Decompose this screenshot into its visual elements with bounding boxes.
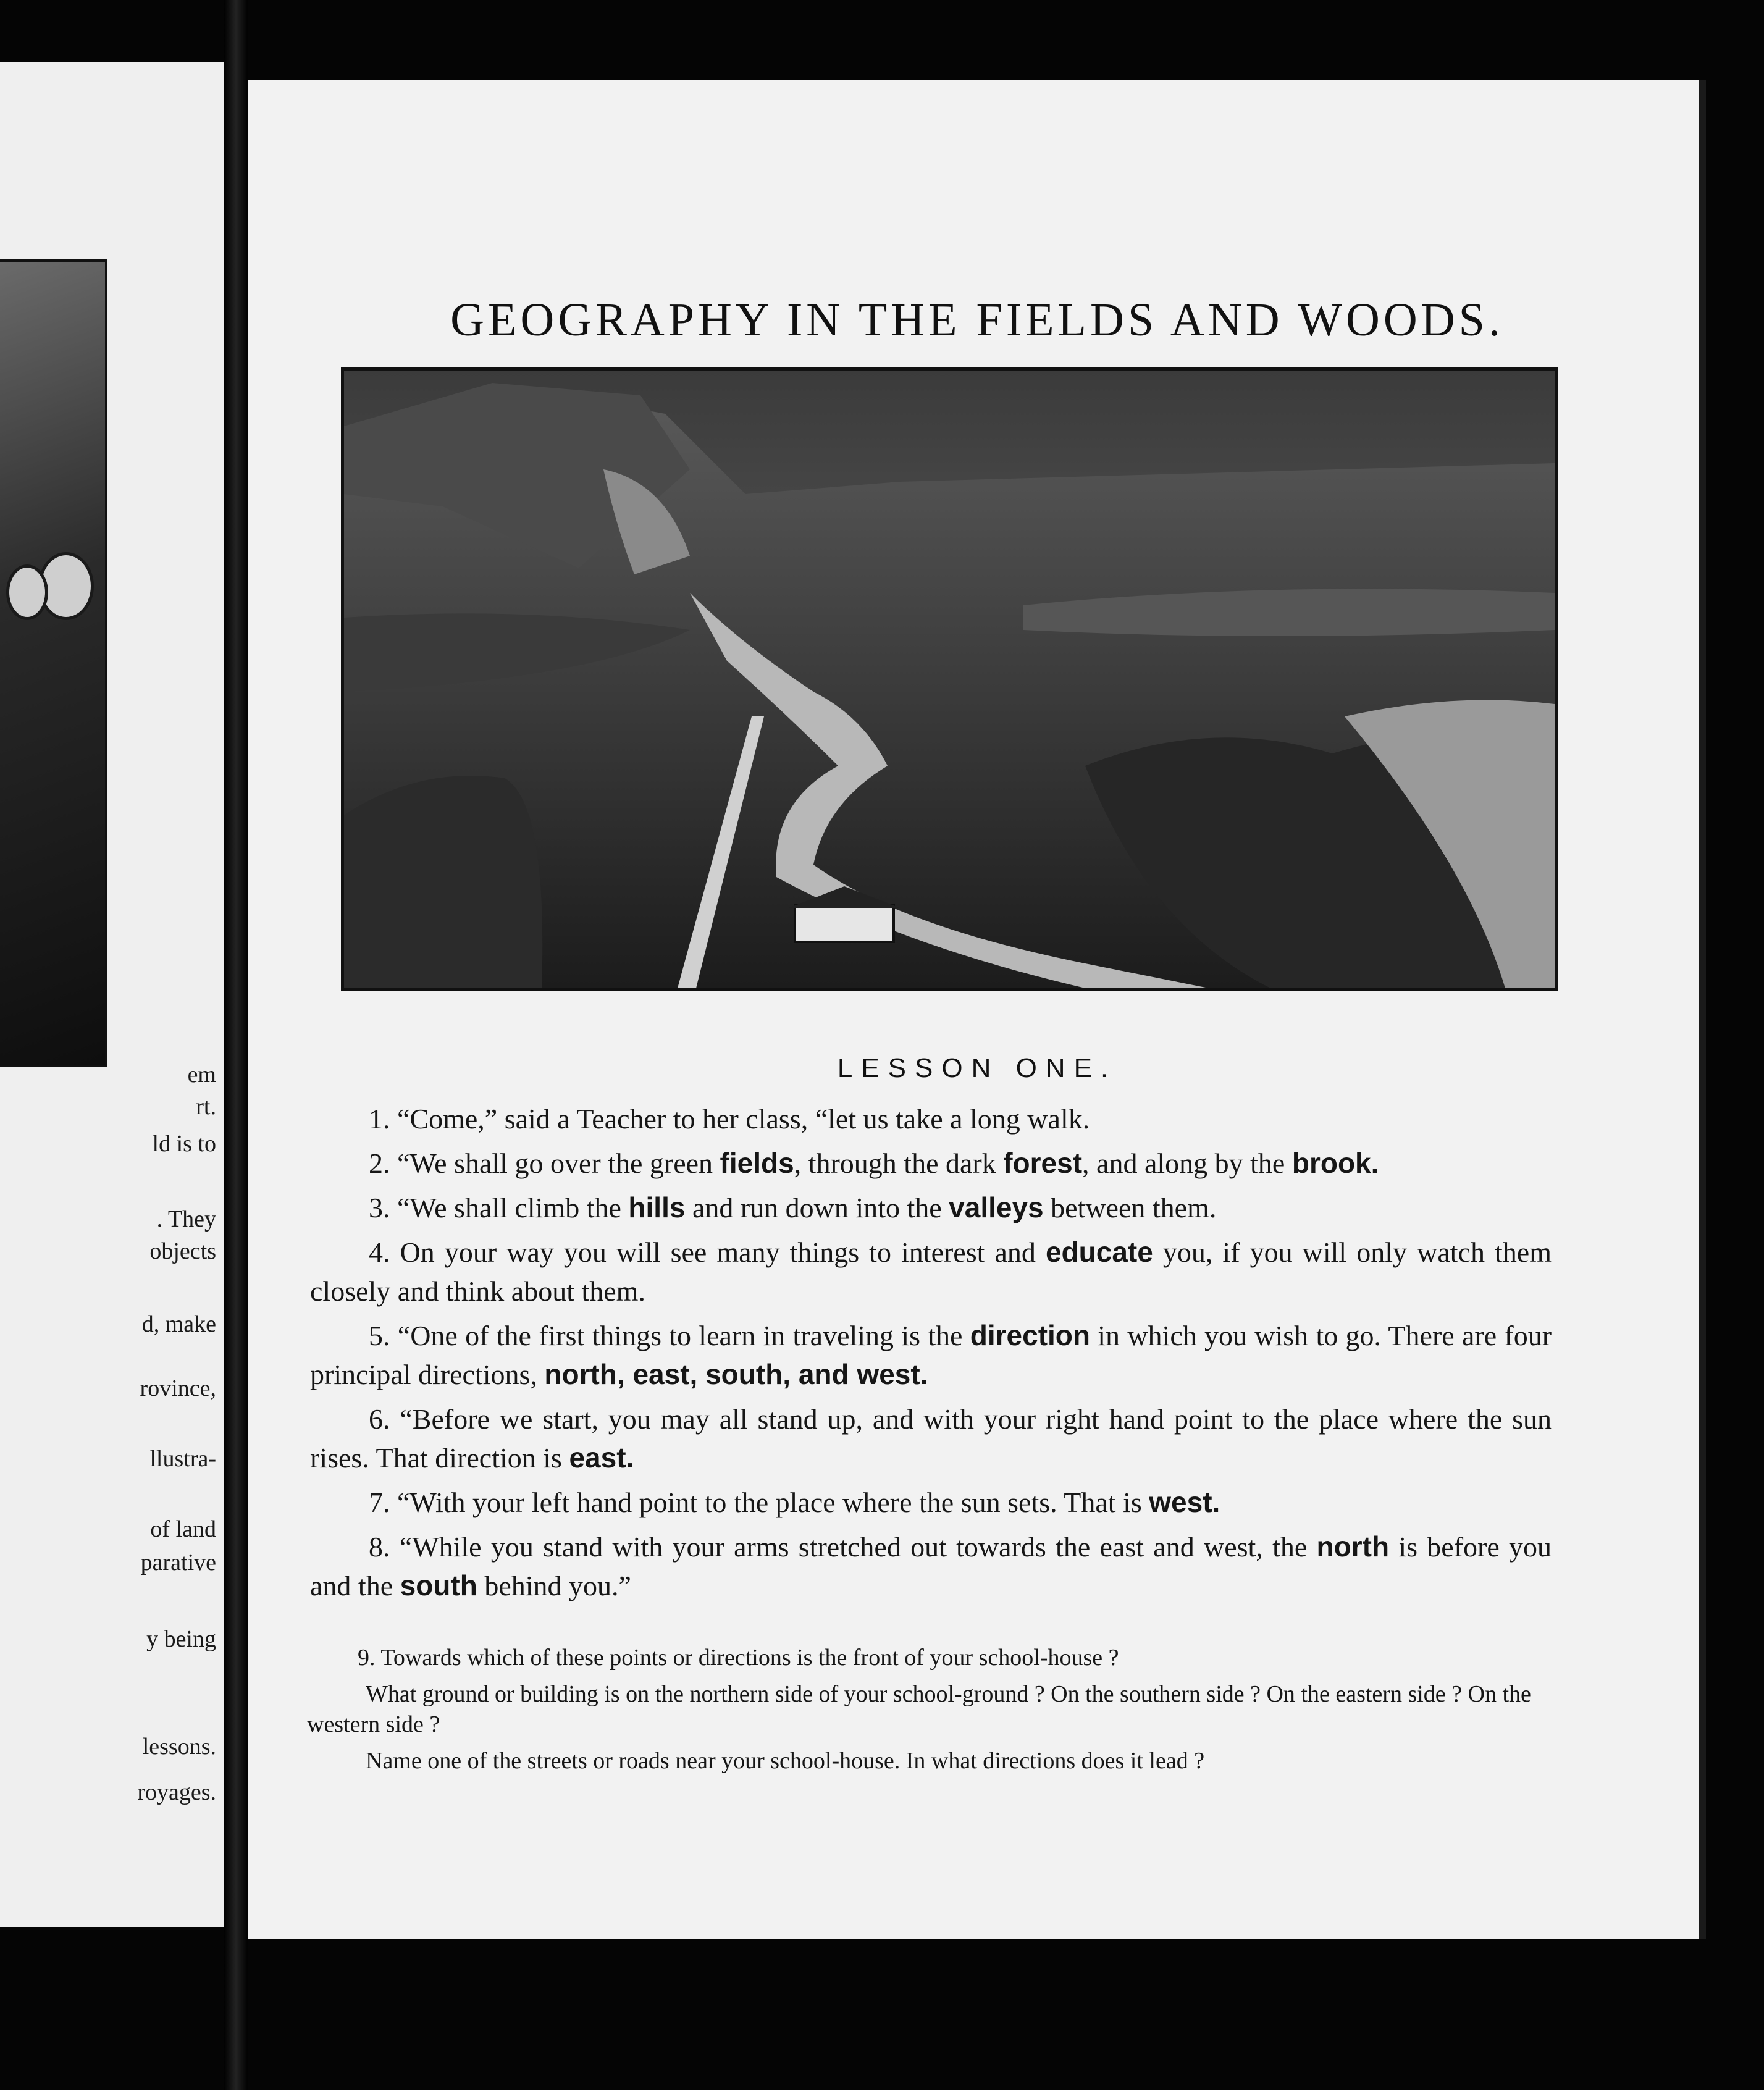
key-term: north [1316,1530,1390,1563]
key-term: educate [1045,1236,1153,1268]
lesson-paragraph [310,1144,1552,1183]
book-gutter [224,0,248,2090]
paragraph-text: “With your left hand point to the place where the sun sets. That is [397,1487,1149,1518]
key-term: east. [569,1442,634,1474]
key-term: valleys [949,1191,1044,1223]
paragraph-number: 6. [369,1403,400,1435]
left-page-text-fragment: rovince, [140,1375,216,1401]
paragraph-text: , through the dark [794,1148,1004,1179]
paragraph-text: you, if you will only watch them closely and think about them. [310,1236,1552,1307]
left-page-text-fragments [0,62,224,1927]
left-page-text-fragment: parative [140,1550,216,1576]
lesson-paragraphs [310,1099,1552,1611]
lesson-paragraph [310,1099,1552,1138]
paragraph-text: “One of the first things to learn in traveling is the [397,1320,970,1351]
paragraph-text: “Before we start, you may all stand up, and with your right hand point to the place where the sun rises. That direction is [310,1403,1552,1474]
key-term: west. [1149,1486,1220,1518]
paragraph-text: “We shall go over the green [397,1148,720,1179]
left-facing-page [0,62,224,1927]
left-page-text-fragment: rt. [196,1094,216,1120]
paragraph-text: On your way you will see many things to interest and [400,1236,1046,1268]
left-page-text-fragment: d, make [141,1311,216,1337]
lesson-paragraph [310,1527,1552,1605]
lesson-paragraph [310,1316,1552,1394]
left-page-text-fragment: llustra- [149,1446,216,1472]
key-term: fields [720,1147,794,1179]
left-page-text-fragment: . They [156,1206,216,1232]
key-term: direction [970,1319,1090,1351]
paragraph-number: 3. [369,1192,397,1223]
paragraph-number: 7. [369,1487,397,1518]
paragraph-number: 1. [369,1103,397,1135]
lesson-question: Name one of the streets or roads near your school-house. In what directions does it lead ? [366,1748,1205,1774]
landscape-drawing [344,371,1555,988]
left-page-text-fragment: lessons. [142,1734,216,1760]
key-term: forest [1003,1147,1083,1179]
main-page [248,80,1706,1939]
lesson-heading: LESSON ONE. [837,1053,1117,1083]
lesson-question: What ground or building is on the northern side of your school-ground ? On the southern side ? On the eastern side ? On the western side ? [307,1681,1531,1737]
lesson-question: 9. Towards which of these points or directions is the front of your school-house ? [358,1645,1119,1671]
paragraph-text: , and along by the [1082,1148,1292,1179]
paragraph-text: between them. [1043,1192,1217,1223]
key-term: brook. [1292,1147,1379,1179]
lesson-paragraph [310,1188,1552,1227]
paragraph-number: 4. [369,1236,400,1268]
paragraph-text: in which you wish to go. There are four principal directions, [310,1320,1552,1390]
landscape-engraving [341,367,1558,991]
left-page-text-fragment: of land [150,1516,216,1542]
paragraph-text: and run down into the [685,1192,949,1223]
key-term: south [400,1569,477,1601]
lesson-questions [307,1643,1555,1782]
left-page-text-fragment: ld is to [152,1131,216,1157]
page-title: GEOGRAPHY IN THE FIELDS AND WOODS. [450,294,1504,346]
lesson-paragraph [310,1400,1552,1477]
paragraph-text: behind you.” [477,1570,631,1601]
paragraph-number: 2. [369,1148,397,1179]
paragraph-number: 5. [369,1320,398,1351]
left-page-text-fragment: royages. [137,1779,216,1805]
left-page-text-fragment: em [187,1062,216,1088]
left-page-text-fragment: y being [146,1626,216,1652]
lesson-paragraph [310,1483,1552,1522]
paragraph-text: is before you and the [310,1531,1552,1601]
paragraph-text: “We shall climb the [397,1192,629,1223]
paragraph-number: 8. [369,1531,400,1563]
paragraph-text: “Come,” said a Teacher to her class, “let us take a long walk. [397,1103,1090,1135]
lesson-paragraph [310,1233,1552,1311]
key-term: hills [628,1191,686,1223]
paragraph-text: “While you stand with your arms stretched out towards the east and west, the [399,1531,1317,1563]
left-page-text-fragment: objects [149,1238,216,1264]
key-term: north, east, south, and west. [544,1358,928,1390]
